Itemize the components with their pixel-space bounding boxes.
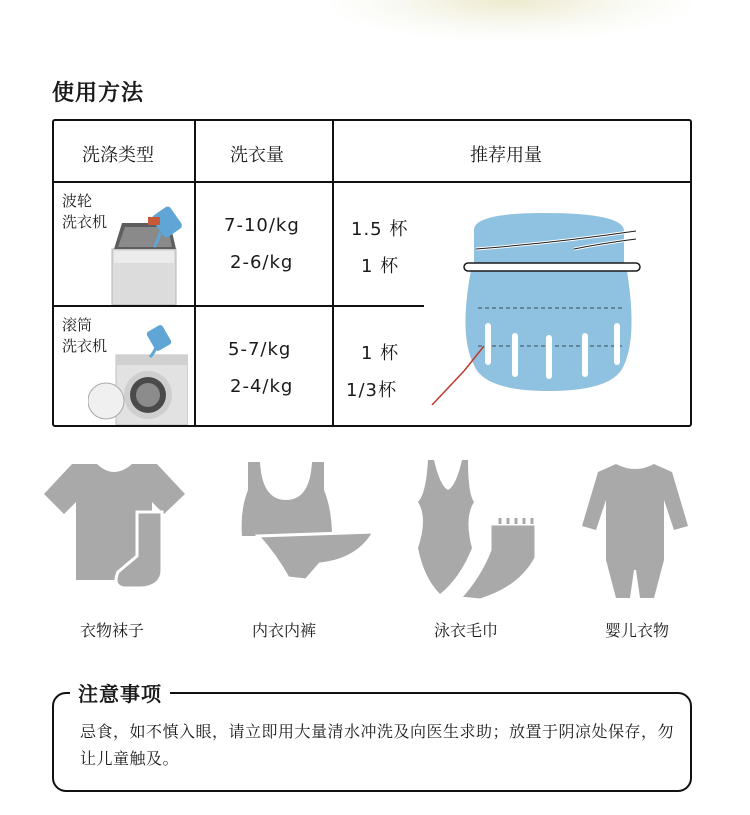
row1-load-2: 2-6/kg [230, 252, 294, 273]
measuring-cup-icon [424, 205, 654, 405]
row1-dose-1: 1.5 杯 [351, 219, 409, 240]
clothes-label: 内衣内裤 [251, 621, 316, 640]
row2-type-line1: 滚筒 [62, 316, 93, 334]
row2-load-1: 5-7/kg [228, 339, 292, 360]
row2-type-line2: 洗衣机 [62, 337, 108, 355]
notice-title: 注意事项 [70, 678, 170, 707]
page-title: 使用方法 [52, 81, 145, 106]
top-decoration [330, 0, 690, 40]
row1-load-1: 7-10/kg [224, 215, 300, 236]
row1-type-line1: 波轮 [62, 192, 93, 210]
table-divider [54, 305, 424, 307]
notice-text: 忌食，如不慎入眼，请立即用大量清水冲洗及向医生求助；放置于阴凉处保存，勿让儿童触及。 [80, 722, 675, 768]
clothes-label: 衣物袜子 [79, 621, 144, 640]
swimsuit-towel-icon [410, 458, 550, 608]
clothes-label: 婴儿衣物 [604, 621, 669, 640]
clothes-label: 泳衣毛巾 [433, 621, 498, 640]
row2-dose-1: 1 杯 [361, 343, 400, 364]
table-divider [54, 181, 690, 183]
row2-dose-2: 1/3杯 [346, 380, 397, 401]
tshirt-sock-icon [42, 460, 187, 590]
top-load-washer-icon [108, 203, 192, 305]
underwear-icon [236, 460, 376, 590]
usage-table [52, 119, 692, 427]
row1-dose-2: 1 杯 [361, 256, 400, 277]
header-recommended-dose: 推荐用量 [470, 145, 542, 166]
table-divider [332, 121, 334, 425]
header-laundry-amount: 洗衣量 [230, 145, 284, 166]
table-divider [194, 121, 196, 425]
row1-type-line2: 洗衣机 [62, 213, 108, 231]
row2-load-2: 2-4/kg [230, 376, 294, 397]
front-load-washer-icon [88, 325, 188, 425]
baby-onesie-icon [580, 460, 690, 600]
header-wash-type: 洗涤类型 [82, 145, 154, 166]
